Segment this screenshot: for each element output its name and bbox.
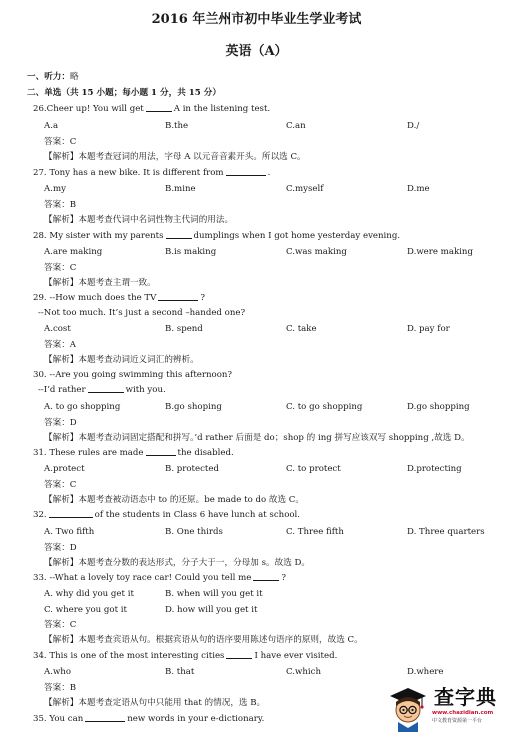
q33-option-c: C. where you got it xyxy=(44,605,127,615)
page-subtitle: 英语（A） xyxy=(225,44,288,59)
q28-answer: 答案：C xyxy=(44,263,77,273)
q29-option-d: D. pay for xyxy=(407,324,450,334)
q32-option-c: C. Three fifth xyxy=(286,527,344,537)
section-1: 一、听力：略 xyxy=(27,72,79,82)
q30-option-d: D.go shopping xyxy=(407,402,470,412)
q30-explanation: 【解析】本题考查动词固定搭配和拼写。’d rather 后面是 do；shop 的 ing 拼写应该双写 shopping ,故选 D。 xyxy=(44,433,470,443)
q29-option-a: A.cost xyxy=(44,324,71,334)
q34-option-d: D.where xyxy=(407,667,444,677)
q26-answer: 答案：C xyxy=(44,137,77,147)
q33-option-d: D. how will you get it xyxy=(165,605,258,615)
q32-option-a: A. Two fifth xyxy=(44,527,95,537)
q29-option-c: C. take xyxy=(286,324,317,334)
q27-option-c: C.myself xyxy=(286,184,324,194)
logo-url: www.chazidian.com xyxy=(432,710,494,716)
q30-option-b: B.go shoping xyxy=(165,402,222,412)
q27-option-b: B.mine xyxy=(165,184,196,194)
q33-option-b: B. when will you get it xyxy=(165,589,263,599)
q32-explanation: 【解析】本题考查分数的表达形式，分子大于一，分母加 s。故选 D。 xyxy=(44,558,310,568)
q26-option-c: C.an xyxy=(286,121,306,131)
q35-stem: 35. You can new words in your e-dictionary. xyxy=(33,714,265,724)
q26-explanation: 【解析】本题考查冠词的用法，字母 A 以元音音素开头。所以选 C。 xyxy=(44,152,306,162)
q32-option-d: D. Three quarters xyxy=(407,527,485,537)
q28-explanation: 【解析】本题考查主谓一致。 xyxy=(44,278,156,288)
q34-option-a: A.who xyxy=(44,667,72,677)
q28-option-a: A.are making xyxy=(44,247,103,257)
q27-option-d: D.me xyxy=(407,184,430,194)
q30-stem-line2: --I’d rather with you. xyxy=(38,385,166,395)
q26-option-d: D./ xyxy=(407,121,420,131)
logo-tagline: 中文教育资源第一平台 xyxy=(432,718,483,724)
q27-explanation: 【解析】本题考查代词中名词性物主代词的用法。 xyxy=(44,215,234,225)
logo-name: 查字典 xyxy=(434,685,497,709)
q33-explanation: 【解析】本题考查宾语从句。根据宾语从句的语序要用陈述句语序的原则，故选 C。 xyxy=(44,635,363,645)
chazidian-logo xyxy=(386,684,506,732)
q27-answer: 答案：B xyxy=(44,200,77,210)
q33-option-a: A. why did you get it xyxy=(44,589,134,599)
q29-explanation: 【解析】本题考查动词近义词汇的辨析。 xyxy=(44,355,199,365)
q26-option-b: B.the xyxy=(165,121,189,131)
q28-option-c: C.was making xyxy=(286,247,347,257)
q34-stem: 34. This is one of the most interesting cities I have ever visited. xyxy=(33,651,338,661)
q31-option-b: B. protected xyxy=(165,464,219,474)
q31-option-c: C. to protect xyxy=(286,464,341,474)
q34-explanation: 【解析】本题考查定语从句中只能用 that 的情况，选 B。 xyxy=(44,698,266,708)
q28-option-b: B.is making xyxy=(165,247,217,257)
q31-stem: 31. These rules are made the disabled. xyxy=(33,448,234,458)
section-2-heading: 二、单选（共 15 小题；每小题 1 分，共 15 分） xyxy=(27,88,221,98)
q29-stem-line2: --Not too much. It’s just a second –handed one? xyxy=(38,308,246,318)
q34-option-b: B. that xyxy=(165,667,195,677)
q30-option-a: A. to go shopping xyxy=(44,402,121,412)
q34-answer: 答案：B xyxy=(44,683,77,693)
q27-option-a: A.my xyxy=(44,184,66,194)
q34-option-c: C.which xyxy=(286,667,321,677)
q29-option-b: B. spend xyxy=(165,324,203,334)
q31-option-d: D.protecting xyxy=(407,464,462,474)
q29-answer: 答案：A xyxy=(44,340,77,350)
q27-stem: 27. Tony has a new bike. It is different from . xyxy=(33,168,271,178)
page-title: 2016 年兰州市初中毕业生学业考试 xyxy=(151,12,362,27)
q33-stem: 33. --What a lovely toy race car! Could you tell me ? xyxy=(33,573,286,583)
q28-stem: 28. My sister with my parents dumplings when I got home yesterday evening. xyxy=(33,231,401,241)
q30-option-c: C. to go shopping xyxy=(286,402,363,412)
q32-stem: 32. of the students in Class 6 have lunch at school. xyxy=(33,510,301,520)
q30-stem: 30. --Are you going swimming this afternoon? xyxy=(33,370,233,380)
q31-option-a: A.protect xyxy=(44,464,85,474)
q26-option-a: A.a xyxy=(44,121,59,131)
q29-stem: 29. --How much does the TV ? xyxy=(33,293,205,303)
q26-stem: 26.Cheer up! You will get A in the listening test. xyxy=(33,104,271,114)
q32-option-b: B. One thirds xyxy=(165,527,223,537)
q32-answer: 答案：D xyxy=(44,543,77,553)
q30-answer: 答案：D xyxy=(44,418,77,428)
q33-answer: 答案：C xyxy=(44,620,77,630)
student-mascot-icon xyxy=(386,684,430,732)
q31-explanation: 【解析】本题考查被动语态中 to 的还原。be made to do 故选 C。 xyxy=(44,495,304,505)
q31-answer: 答案：C xyxy=(44,480,77,490)
q28-option-d: D.were making xyxy=(407,247,473,257)
